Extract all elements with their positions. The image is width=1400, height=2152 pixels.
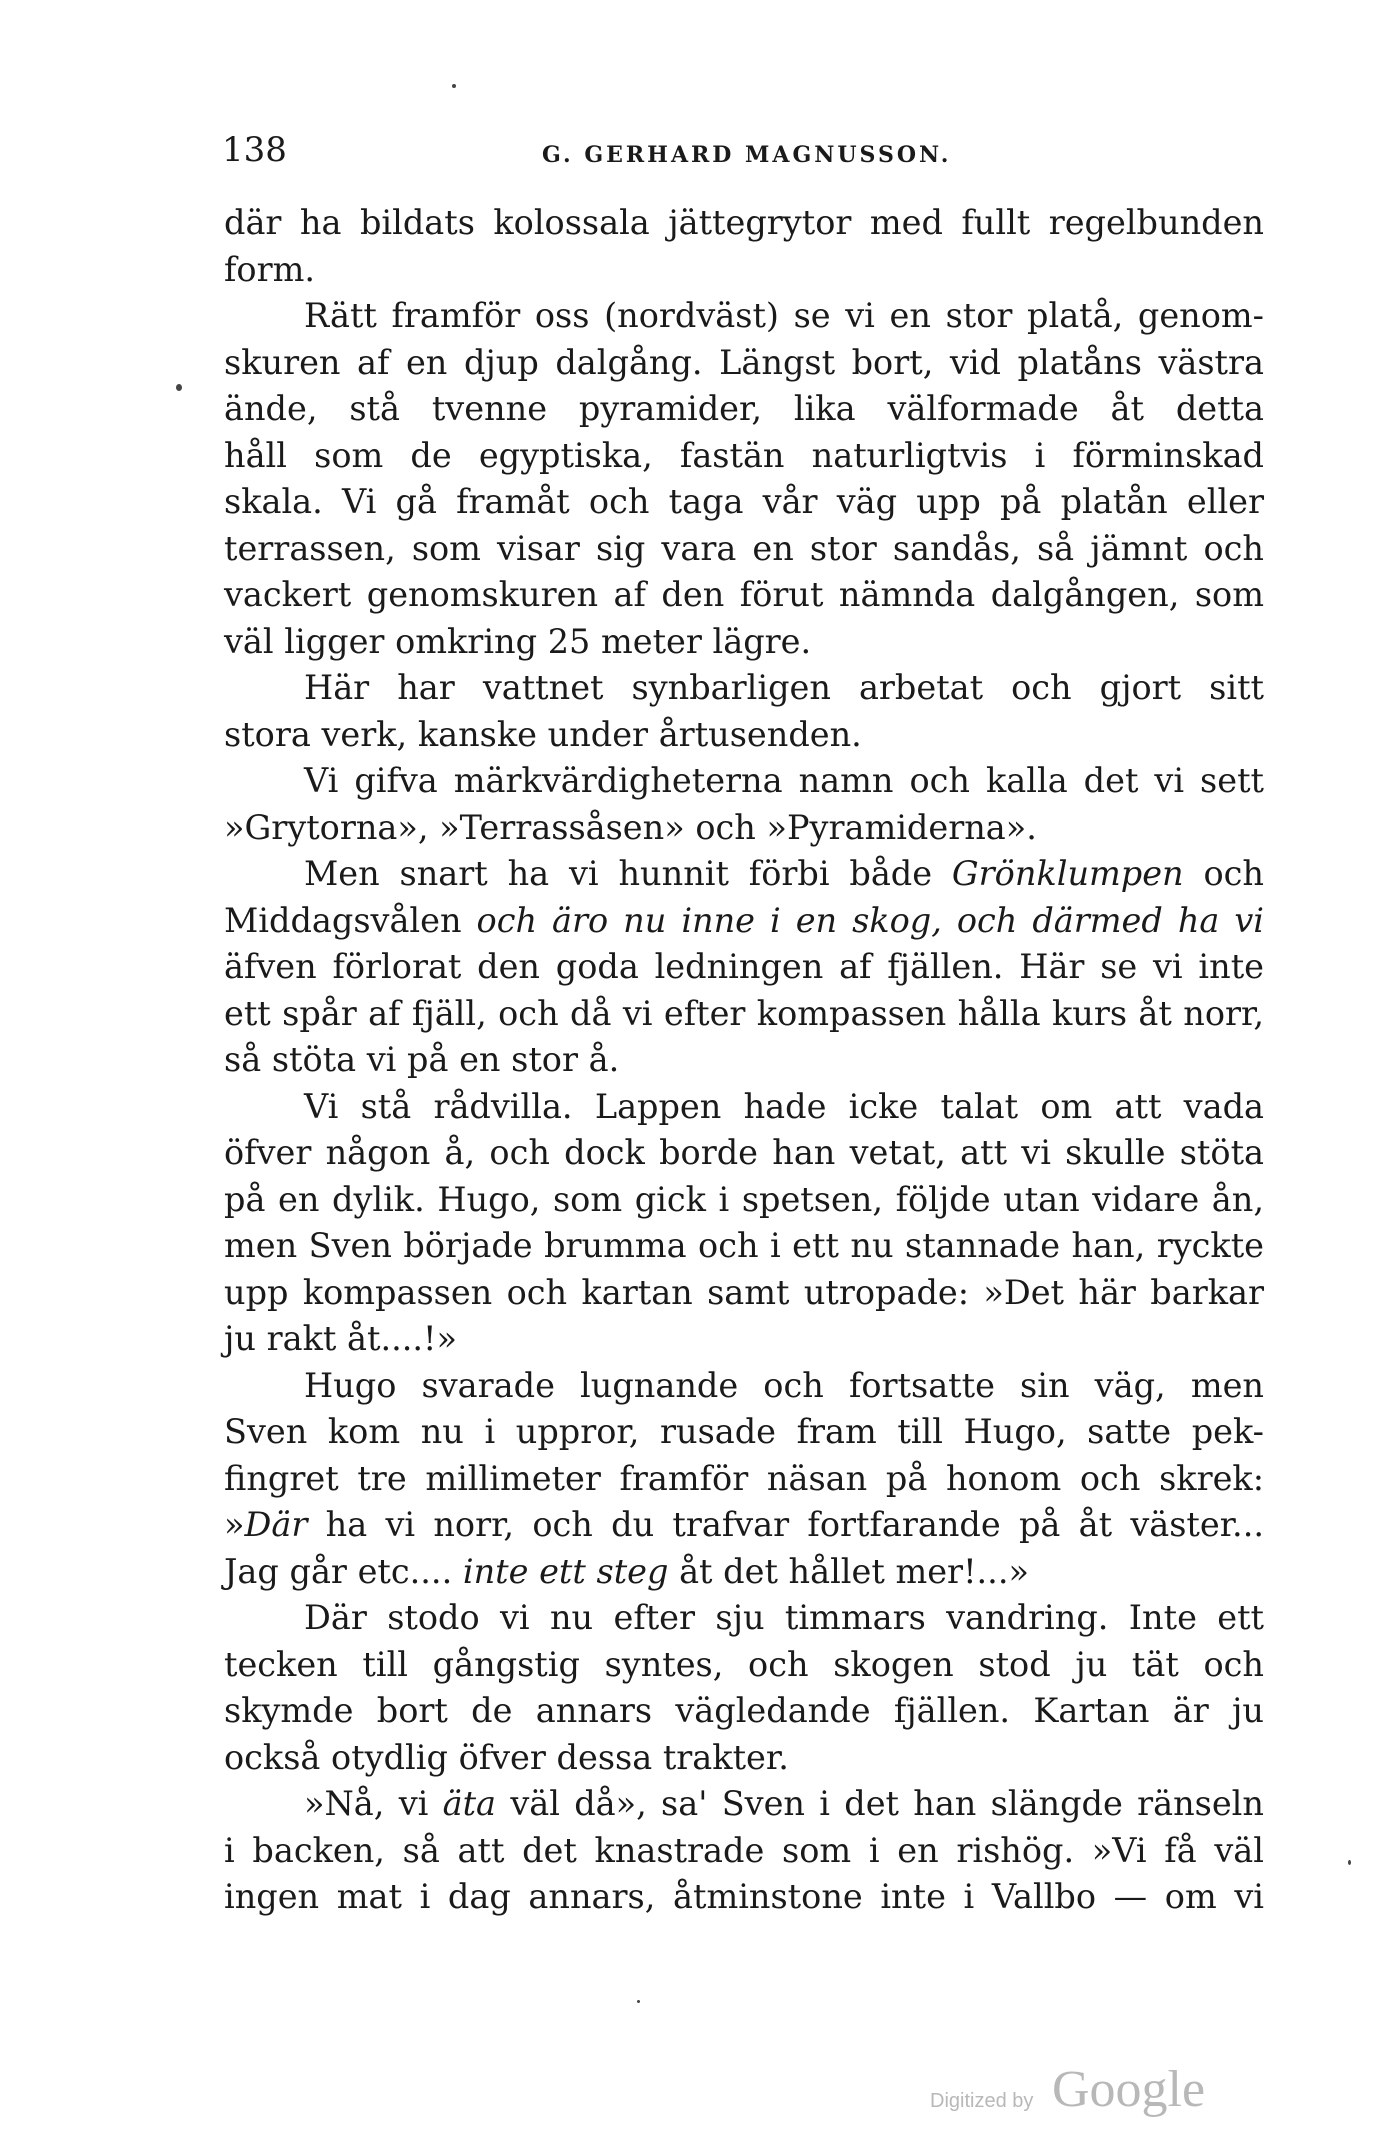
text-line: Här har vattnet synbarligen arbetat och gjort sitt	[304, 668, 1264, 707]
text-line: ände, stå tvenne pyramider, lika välformade åt detta	[224, 389, 1264, 428]
watermark-small-text: Digitized by	[930, 2090, 1034, 2112]
italic-text: äta	[442, 1784, 497, 1823]
italic-text: och äro nu inne i en skog, och därmed ha vi	[461, 900, 1264, 940]
text-line: där ha bildats kolossala jättegrytor med fullt regelbunden	[224, 203, 1264, 242]
scan-speck	[176, 384, 182, 391]
text-line: Vi stå rådvilla. Lappen hade icke talat om att vada	[304, 1086, 1264, 1126]
text-line	[224, 1502, 1264, 1549]
text-line: »Grytorna», »Terrassåsen» och »Pyramiderna».	[224, 807, 1037, 847]
text-line: ingen mat i dag annars, åtminstone inte i Vallbo — om vi	[224, 1877, 1264, 1916]
text-segment: väl då», sa' Sven i det han slängde ränseln	[496, 1784, 1264, 1823]
text-segment: åt det hållet mer!...»	[668, 1551, 1029, 1591]
text-line: Hugo svarade lugnande och fortsatte sin väg, men	[304, 1365, 1264, 1405]
text-line: terrassen, som visar sig vara en stor sandås, så jämnt och	[224, 528, 1264, 568]
text-segment: och	[1183, 854, 1264, 893]
italic-text: Grönklumpen	[951, 854, 1184, 893]
watermark-logo-text: Google	[1052, 2061, 1206, 2118]
text-line: Vi gifva märkvärdigheterna namn och kalla det vi sett	[304, 761, 1264, 800]
text-line	[224, 1781, 1264, 1828]
text-line: öfver någon å, och dock borde han vetat, att vi skulle stöta	[224, 1133, 1264, 1172]
text-line: så stöta vi på en stor å.	[224, 1040, 620, 1079]
text-line: Rätt framför oss (nordväst) se vi en stor platå, genom-	[304, 296, 1264, 335]
text-line	[224, 898, 1264, 945]
running-head: G. GERHARD MAGNUSSON.	[542, 142, 952, 168]
text-line: upp kompassen och kartan samt utropade: »Det här barkar	[224, 1272, 1264, 1312]
text-line: Sven kom nu i uppror, rusade fram till Hugo, satte pek-	[224, 1412, 1264, 1451]
page-number: 138	[222, 130, 287, 170]
text-line: också otydlig öfver dessa trakter.	[224, 1737, 789, 1777]
body-text	[224, 200, 1264, 1921]
text-segment: Middagsvålen	[224, 900, 462, 940]
italic-text: inte ett steg	[462, 1551, 669, 1591]
text-line: men Sven började brumma och i ett nu stannade han, ryckte	[224, 1226, 1264, 1265]
text-line: äfven förlorat den goda ledningen af fjällen. Här se vi inte	[224, 947, 1264, 986]
text-line: vackert genomskuren af den förut nämnda dalgången, som	[224, 575, 1264, 614]
text-segment: ha vi norr, och du trafvar fortfarande på åt väster...	[307, 1505, 1264, 1544]
text-line: tecken till gångstig syntes, och skogen stod ju tät och	[224, 1644, 1264, 1684]
text-line: ju rakt åt....!»	[224, 1319, 457, 1358]
text-line: skymde bort de annars vägledande fjällen. Kartan är ju	[224, 1691, 1264, 1730]
text-line: ett spår af fjäll, och då vi efter kompassen hålla kurs åt norr,	[224, 993, 1264, 1033]
text-line: väl ligger omkring 25 meter lägre.	[224, 621, 812, 661]
text-line: håll som de egyptiska, fastän naturligtvis i förminskad	[224, 435, 1264, 475]
text-line: skuren af en djup dalgång. Längst bort, vid platåns västra	[224, 342, 1264, 382]
text-line: i backen, så att det knastrade som i en rishög. »Vi få väl	[224, 1830, 1264, 1870]
scan-speck	[1348, 1860, 1351, 1865]
digitized-by-google-watermark	[930, 2060, 1250, 2120]
text-line: skala. Vi gå framåt och taga vår väg upp på platån eller	[224, 482, 1264, 521]
text-segment: »	[224, 1505, 245, 1544]
scan-speck	[637, 2000, 640, 2003]
text-line: form.	[224, 249, 315, 289]
scan-speck	[452, 84, 456, 88]
text-segment: Jag går etc....	[224, 1551, 463, 1591]
text-line: stora verk, kanske under årtusenden.	[224, 714, 862, 754]
page-header	[222, 130, 1262, 180]
text-line: på en dylik. Hugo, som gick i spetsen, följde utan vidare ån,	[224, 1179, 1264, 1219]
text-line: fingret tre millimeter framför näsan på honom och skrek:	[224, 1458, 1264, 1498]
text-segment: »Nå, vi	[304, 1784, 443, 1823]
text-segment: Men snart ha vi hunnit förbi både	[304, 854, 952, 893]
italic-text: Där	[244, 1505, 308, 1544]
text-line	[224, 851, 1264, 898]
text-line: Där stodo vi nu efter sju timmars vandring. Inte ett	[304, 1598, 1264, 1637]
text-line	[224, 1549, 1264, 1596]
